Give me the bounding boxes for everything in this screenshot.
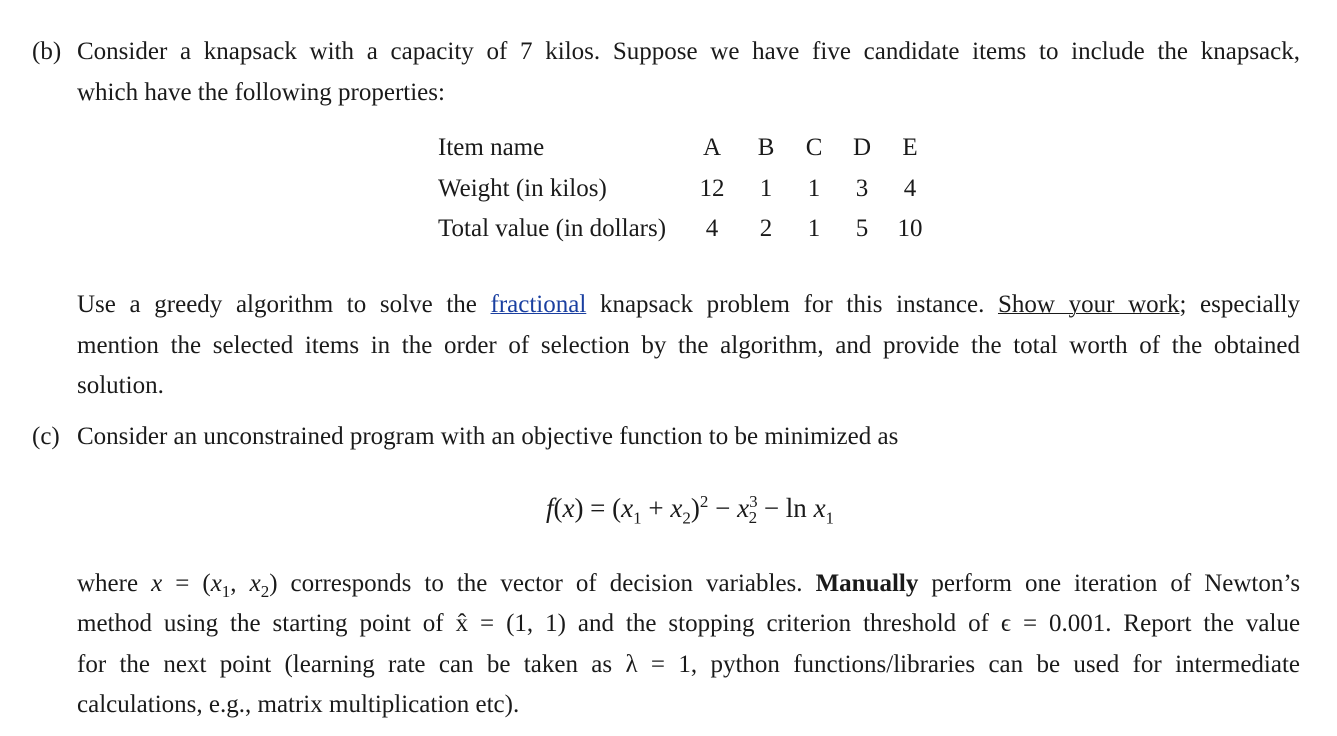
part-c-line-5: calculations, e.g., matrix multiplication etc).	[77, 691, 520, 718]
part-b-line-2: which have the following properties:	[77, 79, 445, 106]
table-cell: 1	[759, 174, 773, 202]
text-segment: , python functions/libraries can be used for intermediate	[690, 651, 1301, 678]
math-x-vector: $x = (x_1$, $x_2$)	[151, 570, 278, 601]
table-row	[430, 209, 934, 250]
part-c-label: (c)	[32, 423, 60, 450]
table-row	[430, 169, 934, 210]
math-start-point: x̂ = (1, 1)	[455, 610, 566, 637]
text-segment: for the next point (learning rate can be taken as	[77, 651, 613, 678]
manually-text: Manually	[815, 570, 919, 597]
text-segment: knapsack problem for this instance.	[599, 291, 985, 318]
formula-rendered: $f(x) = (x_1 + x_2)^2 - x^3_2 - \ln x_1$	[545, 492, 835, 528]
table-cell: Weight (in kilos)	[438, 174, 607, 202]
part-b-line-5: solution.	[77, 372, 164, 399]
table-cell: 1	[807, 215, 821, 243]
table-row	[430, 128, 934, 169]
items-table	[430, 128, 934, 250]
table-cell: 4	[903, 174, 917, 202]
table-cell: Total value (in dollars)	[438, 215, 667, 243]
table-header-cell: C	[805, 134, 823, 162]
table-cell: 12	[699, 174, 725, 202]
part-b-line-4: mention the selected items in the order of selection by the algorithm, and provide the total worth of the obtained	[77, 332, 1300, 359]
fractional-link[interactable]: fractional	[490, 291, 587, 318]
part-b-label: (b)	[32, 38, 62, 65]
table-cell: 10	[897, 215, 923, 243]
part-b-paragraph-line-3	[77, 291, 1300, 319]
table-header-cell: A	[703, 134, 722, 162]
text-segment: Use a greedy algorithm to solve the	[77, 291, 477, 318]
part-c-line-3	[77, 610, 1300, 638]
table-header-cell: E	[902, 134, 918, 162]
table-header-cell: B	[757, 134, 775, 162]
text-segment: and the stopping criterion threshold of	[577, 610, 989, 637]
text-segment: corresponds to the vector of decision variables.	[290, 570, 803, 597]
table-cell: 2	[759, 215, 773, 243]
text-segment: perform one iteration of Newton’s	[931, 570, 1301, 597]
part-c-line-1: Consider an unconstrained program with an objective function to be minimized as	[77, 423, 899, 450]
table-header-cell: D	[853, 134, 872, 162]
objective-formula	[0, 492, 1337, 528]
show-your-work-text: Show your work	[997, 291, 1180, 318]
math-lambda: λ = 1	[625, 651, 691, 678]
math-epsilon: ϵ = 0.001	[1000, 610, 1106, 637]
table-cell: 5	[855, 215, 869, 243]
part-c-line-2	[77, 570, 1301, 601]
table-cell: 3	[855, 174, 869, 202]
text-segment: where	[77, 570, 139, 597]
table-cell: 1	[807, 174, 821, 202]
table-header-cell: Item name	[438, 134, 545, 162]
text-segment: method using the starting point of	[77, 610, 444, 637]
part-c-line-4	[77, 651, 1300, 679]
text-segment: ; especially	[1179, 291, 1301, 318]
text-segment: . Report the value	[1105, 610, 1301, 637]
table-cell: 4	[705, 215, 719, 243]
part-b-line-1: Consider a knapsack with a capacity of 7 kilos. Suppose we have five candidate items to include the knapsack,	[77, 38, 1300, 65]
